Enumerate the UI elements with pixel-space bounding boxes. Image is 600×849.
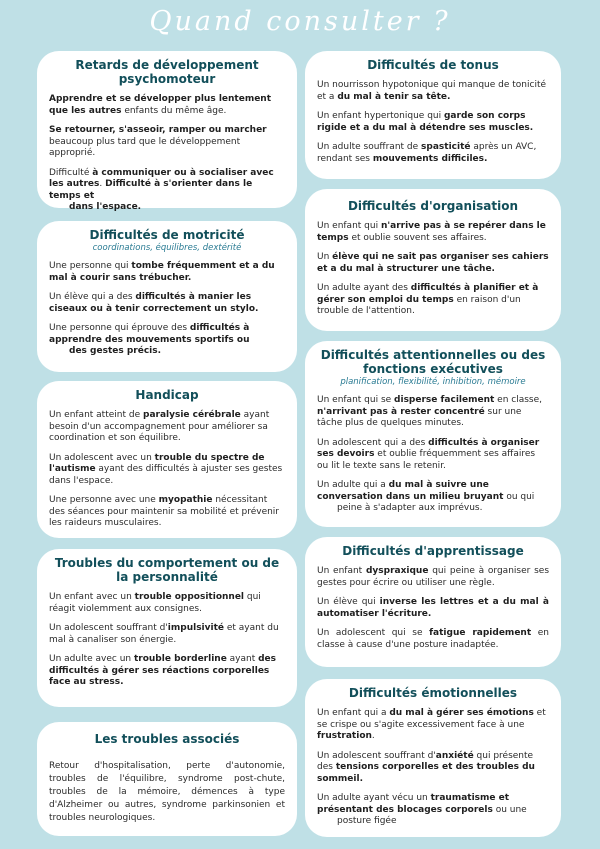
card-paragraph: Une personne qui éprouve des difficultés à apprendre des mouvements sportifs ou des gestes précis.: [49, 323, 250, 356]
card-paragraph: Un élève qui a des difficultés à manier les ciseaux ou à tenir correctement un stylo.: [49, 292, 259, 314]
card-retards: [37, 51, 297, 212]
card-motricite: [37, 221, 297, 372]
card-apprentissage: [305, 537, 561, 667]
card-paragraph: Un enfant qui n'arrive pas à se repérer dans le temps et oublie souvent ses affaires.: [317, 221, 546, 243]
card-heading: Les troubles associés: [94, 732, 240, 746]
card-paragraph: Un adolescent avec un trouble du spectre de l'autisme ayant des difficultés à ajuster ses gestes dans l'espace.: [49, 452, 283, 486]
card-paragraph: Un élève qui ne sait pas organiser ses cahiers et a du mal à structurer une tâche.: [317, 252, 549, 274]
card-paragraph: Un adolescent souffrant d'anxiété qui présente des tensions corporelles et des troubles du sommeil.: [317, 750, 535, 784]
card-subtitle: coordinations, équilibres, dextérité: [92, 243, 242, 253]
card-paragraph: Un enfant atteint de paralysie cérébrale ayant besoin d'un accompagnement pour améliorer sa coordination et son équilibre.: [49, 410, 270, 443]
card-paragraph: Un adolescent qui a des difficultés à organiser ses devoirs et oublie fréquemment ses affaires ou lit le texte sans le retenir.: [317, 437, 540, 471]
card-paragraph: Difficulté à communiquer ou à socialiser avec les autres. Difficulté à s'orienter dans le temps et dans l'espace.: [49, 167, 274, 212]
card-organisation: [305, 189, 561, 331]
card-paragraph: Un enfant qui a du mal à gérer ses émotions et se crispe ou s'agite excessivement face à une frustration.: [317, 708, 546, 741]
card-paragraph: Un enfant avec un trouble oppositionnel qui réagit violemment aux consignes.: [49, 592, 261, 614]
card-paragraph: Un adolescent souffrant d'impulsivité et ayant du mal à canaliser son énergie.: [49, 623, 279, 645]
card-paragraph: Un adolescent qui se fatigue rapidement en classe à cause d'une posture inadaptée.: [317, 628, 550, 650]
card-paragraph: Un enfant hypertonique qui garde son corps rigide et a du mal à détendre ses muscles.: [317, 111, 534, 133]
page-title: Quand consulter ?: [149, 6, 451, 37]
card-heading: Difficultés de motricité: [89, 228, 245, 242]
card-heading: Handicap: [135, 388, 199, 402]
card-paragraph: Un adulte avec un trouble borderline ayant des difficultés à gérer ses réactions corporelles face au stress.: [49, 654, 277, 687]
card-paragraph: Un adulte ayant des difficultés à planifier et à gérer son emploi du temps en raison d'un trouble de l'attention.: [317, 283, 539, 316]
card-paragraph: Un enfant qui se disperse facilement en classe, n'arrivant pas à rester concentré sur une tâche plus de quelques minutes.: [317, 395, 543, 428]
card-heading: Difficultés attentionnelles ou des fonctions exécutives: [320, 348, 546, 376]
card-paragraph: Un nourrisson hypotonique qui manque de tonicité et a du mal à tenir sa tête.: [317, 80, 547, 102]
card-paragraph: Un enfant dyspraxique qui peine à organiser ses gestes pour écrire ou utiliser une règle.: [317, 566, 550, 588]
card-subtitle: planification, flexibilité, inhibition, mémoire: [340, 377, 526, 387]
card-paragraph: Retour d'hospitalisation, perte d'autonomie, troubles de l'équilibre, syndrome post-chute, troubles de la mémoire, démences à type d'Alzheimer ou autres, syndrome parkinsonien et troubles neurologiques.: [49, 761, 285, 823]
card-associes: [37, 722, 297, 836]
card-handicap: [37, 381, 297, 538]
card-paragraph: Un adulte ayant vécu un traumatisme et présentant des blocages corporels ou une posture figée: [317, 793, 527, 826]
card-heading: Difficultés d'apprentissage: [342, 544, 524, 558]
card-paragraph: Un adulte qui a du mal à suivre une conversation dans un milieu bruyant ou qui peine à s'adapter aux imprévus.: [317, 480, 535, 513]
card-tonus: [305, 51, 561, 179]
card-paragraph: Se retourner, s'asseoir, ramper ou marcher beaucoup plus tard que le développement approprié.: [49, 125, 267, 158]
card-paragraph: Une personne qui tombe fréquemment et a du mal à courir sans trébucher.: [49, 261, 275, 283]
card-paragraph: Un adulte souffrant de spasticité après un AVC, rendant ses mouvements difficiles.: [317, 142, 537, 164]
card-heading: Difficultés de tonus: [367, 58, 499, 72]
card-paragraph: Un élève qui inverse les lettres et a du mal à automatiser l'écriture.: [317, 597, 549, 619]
card-paragraph: Apprendre et se développer plus lentement que les autres enfants du même âge.: [49, 94, 272, 116]
card-heading: Retards de développement psychomoteur: [75, 58, 259, 86]
card-heading: Difficultés émotionnelles: [348, 686, 518, 700]
card-attention: [305, 341, 561, 527]
card-paragraph: Une personne avec une myopathie nécessitant des séances pour maintenir sa mobilité et prévenir les raideurs musculaires.: [49, 495, 280, 528]
card-heading: Difficultés d'organisation: [347, 199, 519, 213]
card-comportement: [37, 549, 297, 707]
card-emotion: [305, 679, 561, 837]
card-heading: Troubles du comportement ou de la personnalité: [54, 556, 280, 584]
